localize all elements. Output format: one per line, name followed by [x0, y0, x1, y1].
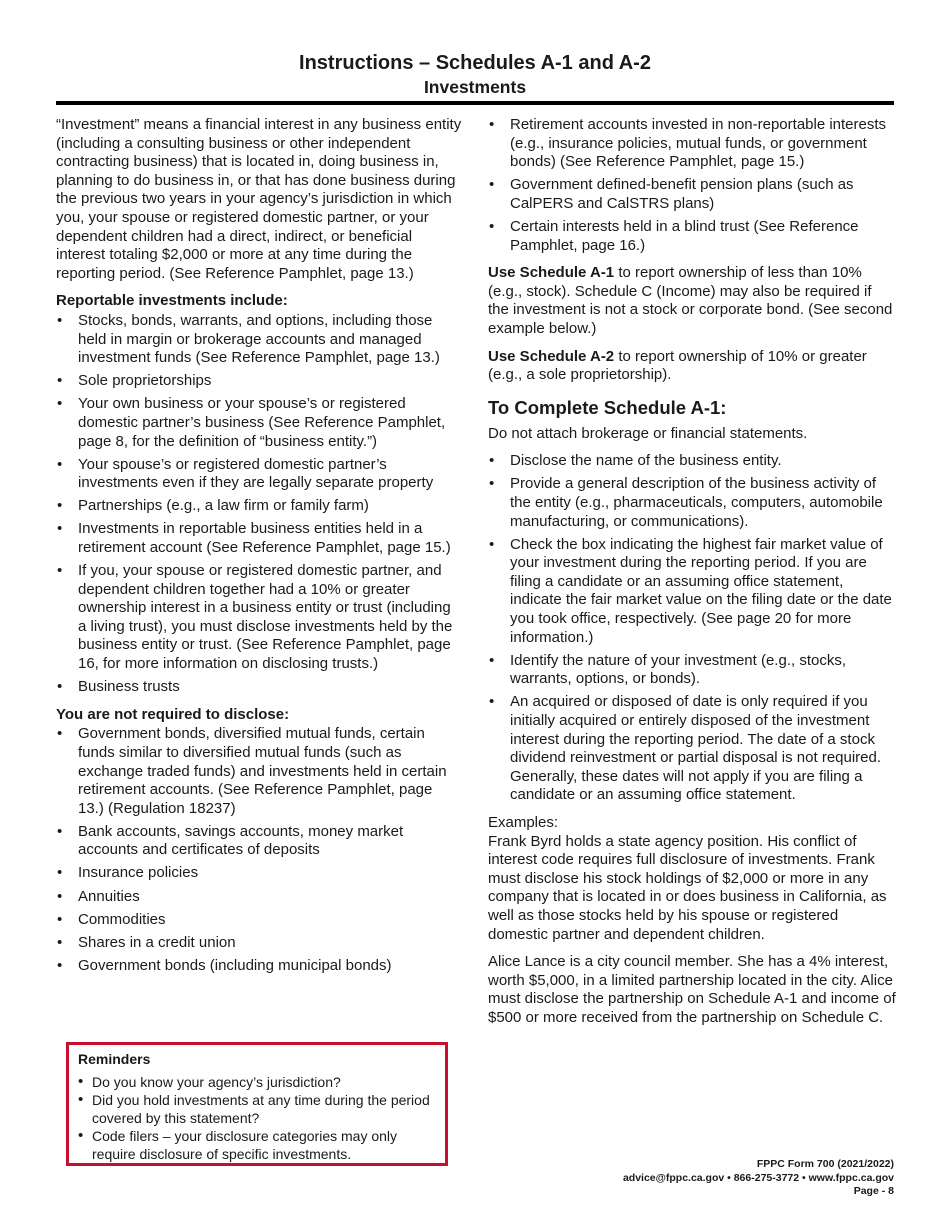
list-item: • Your own business or your spouse’s or registered domestic partner’s business (See Reference Pamphlet, page 8, for the definition of “business entity.”): [56, 395, 462, 451]
list-item: • Commodities: [56, 911, 462, 930]
list-item: • Your spouse’s or registered domestic partner’s investments even if they are legally separate property: [56, 456, 462, 493]
list-item: • Do you know your agency’s jurisdiction?: [78, 1074, 437, 1092]
list-item: • Government bonds (including municipal bonds): [56, 957, 462, 976]
reportable-list: [56, 312, 462, 697]
list-item: • Provide a general description of the business activity of the entity (e.g., pharmaceuticals, computers, automobile manufacturing, or communications).: [488, 475, 896, 531]
page-header: [0, 50, 950, 98]
complete-schedule-heading: To Complete Schedule A-1:: [488, 396, 727, 418]
list-item: • Identify the nature of your investment (e.g., stocks, warrants, options, or bonds).: [488, 652, 896, 689]
form-id: FPPC Form 700 (2021/2022): [756, 1158, 894, 1170]
list-item: • Stocks, bonds, warrants, and options, including those held in margin or brokerage accounts and managed investment funds (See Reference Pamphlet, page 13.): [56, 312, 462, 368]
list-item: • Shares in a credit union: [56, 934, 462, 953]
contact-info: advice@fppc.ca.gov • 866-275-3772 • www.fppc.ca.gov: [622, 1171, 894, 1184]
use-schedule-a2: [488, 348, 896, 385]
not-required-list-continued: [488, 116, 896, 255]
use-schedule-a1-text: to report ownership of less than 10% (e.g., stock). Schedule C (Income) may also be required if the investment is not a stock or corporate bond. (See second example below.): [488, 264, 893, 337]
page-number: Page - 8: [853, 1185, 894, 1197]
page-title: Instructions – Schedules A-1 and A-2: [299, 52, 651, 74]
use-schedule-a1-label: Use Schedule A-1: [488, 264, 615, 282]
list-item: • Check the box indicating the highest fair market value of your investment during the reporting period. If you are filing a candidate or an assuming office statement, indicate the fair market value on the filing date or the date you took office, respectively. (See page 20 for more information.): [488, 536, 896, 648]
reminders-list: [78, 1074, 437, 1164]
page-subtitle: Investments: [423, 77, 527, 97]
example-frank-byrd: Frank Byrd holds a state agency position. His conflict of interest code requires full disclosure of investments. Frank must disclose his stock holdings of $2,000 or more in any company that is located in or does business in California, as well as those stocks held by his spouse or registered domestic partner and dependent children.: [488, 832, 887, 943]
list-item: • Code filers – your disclosure categories may only require disclosure of specific investments.: [78, 1128, 437, 1163]
list-item: • Retirement accounts invested in non-reportable interests (e.g., insurance policies, mutual funds, or government bonds) (See Reference Pamphlet, page 15.): [488, 116, 896, 172]
list-item: • Certain interests held in a blind trust (See Reference Pamphlet, page 16.): [488, 218, 896, 255]
left-column: [56, 116, 462, 984]
use-schedule-a2-text: to report ownership of 10% or greater (e.g., a sole proprietorship).: [488, 347, 867, 384]
list-item: • Government bonds, diversified mutual funds, certain funds similar to diversified mutual funds (such as exchange traded funds) and investments held in certain retirement accounts. (See Reference Pamphlet, page 13.) (Regulation 18237): [56, 725, 462, 818]
reminders-heading: Reminders: [78, 1051, 151, 1067]
reportable-heading: Reportable investments include:: [56, 292, 288, 310]
list-item: • Government defined-benefit pension plans (such as CalPERS and CalSTRS plans): [488, 176, 896, 213]
use-schedule-a1: [488, 264, 896, 338]
list-item: • Insurance policies: [56, 864, 462, 883]
investment-definition: “Investment” means a financial interest in any business entity (including a consulting business or other independent contracting business) that is located in, doing business in, planning to do business in, or that has done business during the previous two years in your agency’s jurisdiction in which you, your spouse or registered domestic partner, or your dependent children had a direct, indirect, or beneficial interest totaling $2,000 or more at any time during the reporting period. (See Reference Pamphlet, page 13.): [56, 116, 462, 282]
list-item: • Investments in reportable business entities held in a retirement account (See Reference Pamphlet, page 15.): [56, 520, 462, 557]
list-item: • If you, your spouse or registered domestic partner, and dependent children together had a 10% or greater ownership interest in a business entity or trust (including a living trust), you must disclose investments held by the business entity or trust. (See Reference Pamphlet, page 16, for more information on disclosing trusts.): [56, 562, 462, 674]
complete-list: [488, 452, 896, 805]
not-required-heading: You are not required to disclose:: [56, 705, 290, 723]
list-item: • Bank accounts, savings accounts, money market accounts and certificates of deposits: [56, 823, 462, 860]
list-item: • Did you hold investments at any time during the period covered by this statement?: [78, 1092, 437, 1127]
list-item: • Annuities: [56, 888, 462, 907]
list-item: • Business trusts: [56, 678, 462, 697]
not-required-list: [56, 725, 462, 975]
reminders-box: [66, 1042, 448, 1166]
example-alice-lance: Alice Lance is a city council member. She has a 4% interest, worth $5,000, in a limited partnership located in the city. Alice must disclose the partnership on Schedule A-1 and income of $500 or more received from the partnership on Schedule C.: [488, 953, 896, 1026]
use-schedule-a2-label: Use Schedule A-2: [488, 347, 615, 365]
page-footer: [623, 1158, 894, 1199]
list-item: • Disclose the name of the business entity.: [488, 452, 896, 471]
list-item: • An acquired or disposed of date is only required if you initially acquired or entirely disposed of the investment interest during the reporting period. The date of a stock dividend reinvestment or partial disposal is not required. Generally, these dates will not apply if you are filing a candidate or an assuming office statement.: [488, 693, 896, 805]
list-item: • Sole proprietorships: [56, 372, 462, 391]
examples-label: Examples:: [488, 814, 559, 831]
header-rule: [56, 101, 894, 105]
list-item: • Partnerships (e.g., a law firm or family farm): [56, 497, 462, 516]
right-column: [488, 116, 896, 1037]
complete-note: Do not attach brokerage or financial statements.: [488, 424, 808, 442]
